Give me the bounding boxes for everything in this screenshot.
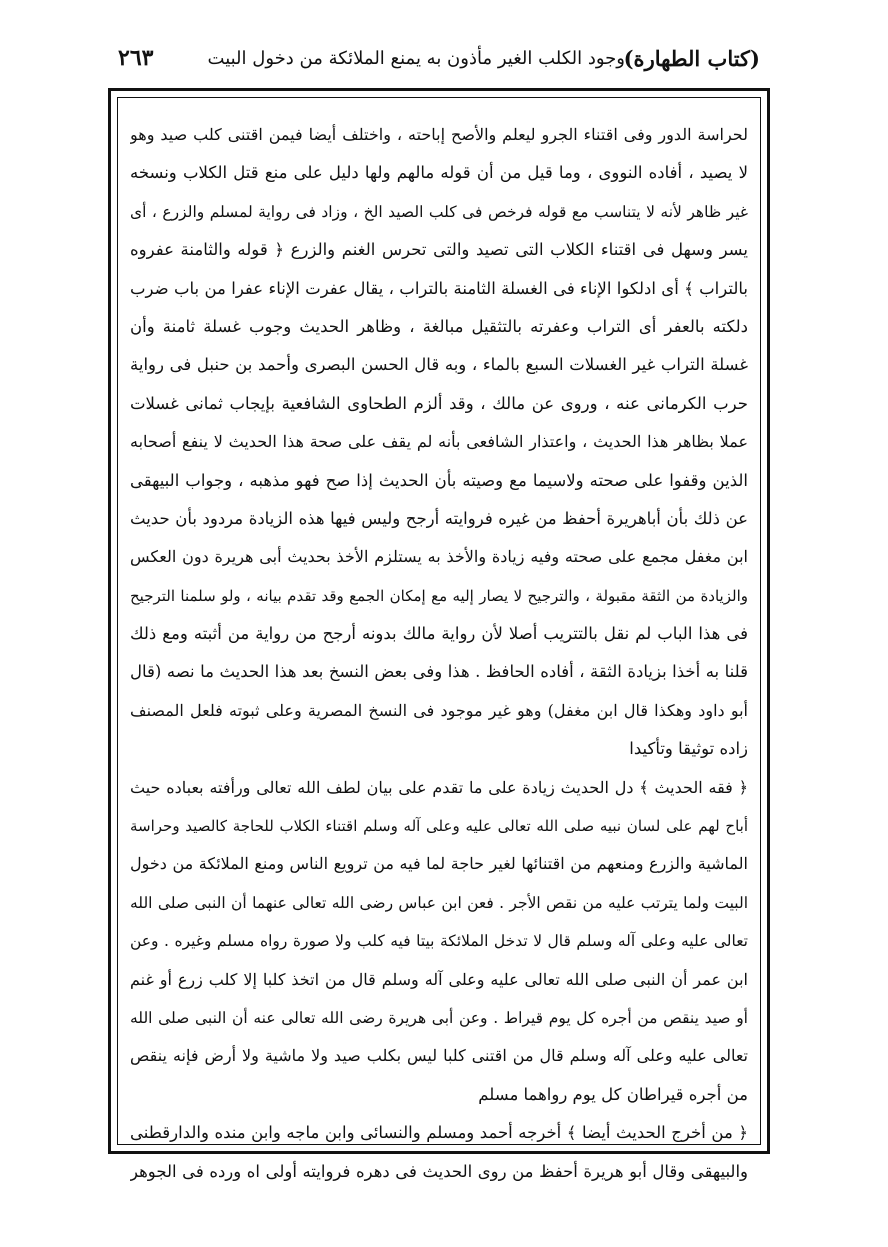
page-border-inner (117, 97, 761, 1181)
text-line: حرب الكرمانى عنه ، وروى عن مالك ، وقد ألزم الطحاوى الشافعية بإيجاب ثمانى غسلات (130, 393, 748, 413)
text-line: من أجره قيراطان كل يوم رواهما مسلم (478, 1084, 748, 1104)
text-line: عملا بظاهر هذا الحديث ، واعتذار الشافعى بأنه لم يقف على صحة هذا الحديث لا ينفع أصحابه (130, 432, 748, 452)
text-line: قلنا به أخذا بزيادة الثقة ، أفاده الحافظ . هذا وفى بعض النسخ بعد هذا الحديث ما نصه (قال (130, 662, 748, 682)
text-line: أو صيد ينقص من أجره كل يوم قيراط . وعن أبى هريرة رضى الله تعالى عنه أن النبى صلى الله (130, 1008, 748, 1027)
text-line: والبيهقى وقال أبو هريرة أحفظ من روى الحديث فى دهره فروايته أولى اه ورده فى الجوهر (130, 1161, 748, 1181)
text-line: لحراسة الدور وفى اقتناء الجرو ليعلم والأصح إباحته ، واختلف أيضا فيمن اقتنى كلب صيد وهو (130, 125, 748, 144)
text-line: فى هذا الباب لم نقل بالتتريب أصلا لأن رواية مالك بدونه أرجح من رواية من أثبته ومع ذلك (130, 624, 748, 644)
text-line: أبو داود وهكذا قال ابن مغفل) وهو غير موجود فى النسخ المصرية وعلى ثبوته فلعل المصنف (130, 700, 748, 720)
text-line: دلكته بالعفر أى التراب وعفرته بالتثقيل مبالغة ، وظاهر الحديث وجوب غسلة ثامنة وأن (130, 316, 748, 336)
text-line: لا يصيد ، أفاده النووى ، وما قيل من أن قوله مالهم ولها دليل على منع قتل الكلاب ونسخه (130, 163, 748, 183)
text-line: الماشية والزرع ومنعهم من اقتنائها لغير حاجة لما فيه من ترويع الناس ومنع الملائكة من دخول (130, 854, 748, 874)
text-line: ﴿ من أخرج الحديث أيضا ﴾ أخرجه أحمد ومسلم والنسائى وابن ماجه وابن منده والدارقطنى (130, 1123, 748, 1143)
body-text (130, 116, 748, 1181)
text-line: ﴿ فقه الحديث ﴾ دل الحديث زيادة على ما تقدم على بيان لطف الله تعالى ورأفته بعباده حيث (130, 777, 748, 797)
page-border (108, 88, 770, 1181)
page-header (110, 40, 770, 86)
chapter-title: (كتاب الطهارة) (623, 46, 760, 71)
text-line: ابن مغفل مجمع على صحته وفيه زيادة والأخذ به يستلزم الأخذ بحديث أبى هريرة دون العكس (130, 547, 748, 567)
text-line: تعالى عليه وعلى آله وسلم قال لا تدخل الملائكة بيتا فيه كلب ولا صورة رواه مسلم وغيره . وعن (130, 932, 748, 951)
text-line: يسر وسهل فى اقتناء الكلاب التى تصيد والتى تحرس الغنم والزرع ﴿ قوله والثامنة عفروه (130, 240, 748, 260)
text-line: غسلة التراب غير الغسلات السبع بالماء ، وبه قال الحسن البصرى وأحمد بن حنبل فى رواية (130, 355, 748, 375)
text-line: أباح لهم على لسان نبيه صلى الله تعالى عليه وعلى آله وسلم اقتناء الكلاب للحاجة كالصيد وحراسة (130, 817, 748, 836)
page-number: ٢٦٣ (118, 45, 154, 71)
text-line: تعالى عليه وعلى آله وسلم قال من اقتنى كلبا ليس بكلب صيد ولا ماشية ولا أرض فإنه ينقص (130, 1046, 748, 1066)
text-line: زاده توثيقا وتأكيدا (629, 739, 748, 759)
text-line: الذين وقفوا على صحته ولاسيما مع وصيته بأن الحديث إذا صح فهو مذهبه ، وجواب البيهقى (130, 470, 748, 490)
text-line: والزيادة من الثقة مقبولة ، والترجيح لا يصار إليه مع إمكان الجمع وقد تقدم بيانه ، ولو سلمنا الترجيح (130, 586, 748, 605)
running-title: وجود الكلب الغير مأذون به يمنع الملائكة من دخول البيت (207, 48, 625, 69)
text-line: بالتراب ﴾ أى ادلكوا الإناء فى الغسلة الثامنة بالتراب ، يقال عفرت الإناء عفرا من باب ضرب (130, 278, 748, 298)
text-line: عن ذلك بأن أباهريرة أحفظ من غيره فروايته أرجح وليس فيها هذه الزيادة مردود بأن حديث (130, 508, 748, 528)
text-line: ابن عمر أن النبى صلى الله تعالى عليه وعلى آله وسلم قال من اتخذ كلبا إلا كلب زرع أو غنم (130, 969, 748, 989)
text-line: البيت ولما يترتب عليه من نقص الأجر . فعن ابن عباس رضى الله تعالى عنهما أن النبى صلى الله (130, 893, 748, 912)
text-line: غير ظاهر لأنه لا يتناسب مع قوله فرخص فى كلب الصيد الخ ، وزاد فى رواية لمسلم والزرع ، أى (130, 202, 748, 221)
